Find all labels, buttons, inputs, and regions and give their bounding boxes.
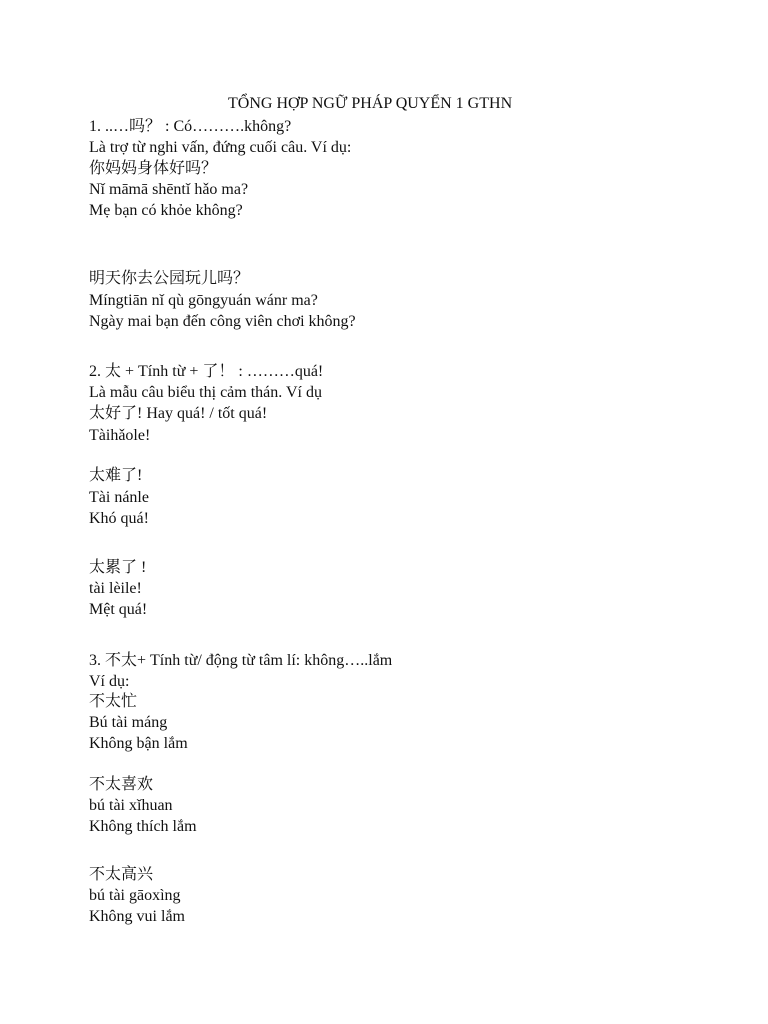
section-2-heading: 2. 太 + Tính từ + 了！ : ………quá! xyxy=(89,363,324,380)
section-2-example-3-meaning: Mệt quá! xyxy=(89,601,148,618)
section-3-example-2-pinyin: bú tài xǐhuan xyxy=(89,797,173,814)
section-3-example-1-meaning: Không bận lắm xyxy=(89,735,188,752)
section-3-example-1-hanzi: 不太忙 xyxy=(89,693,138,710)
section-3-example-3-pinyin: bú tài gāoxìng xyxy=(89,887,181,904)
section-1-example-2-pinyin: Míngtiān nǐ qù gōngyuán wánr ma? xyxy=(89,292,318,309)
section-3-example-2-hanzi: 不太喜欢 xyxy=(89,776,154,793)
section-2-example-2-hanzi: 太难了! xyxy=(89,467,143,484)
section-2-example-3-pinyin: tài lèile! xyxy=(89,580,142,597)
section-1-example-1-meaning: Mẹ bạn có khỏe không? xyxy=(89,202,243,219)
section-2-description: Là mẫu câu biểu thị cảm thán. Ví dụ xyxy=(89,384,322,401)
section-3-example-3-meaning: Không vui lắm xyxy=(89,908,185,925)
section-3-example-3-hanzi: 不太高兴 xyxy=(89,866,154,883)
section-3-example-2-meaning: Không thích lắm xyxy=(89,818,197,835)
section-1-heading: 1. ..…吗？ : Có……….không? xyxy=(89,118,292,135)
section-2-example-1-hanzi: 太好了! Hay quá! / tốt quá! xyxy=(89,405,268,422)
section-3-heading: 3. 不太+ Tính từ/ động từ tâm lí: không…..lắm xyxy=(89,652,393,669)
section-1-example-2-meaning: Ngày mai bạn đến công viên chơi không? xyxy=(89,313,356,330)
section-2-example-3-hanzi: 太累了 ! xyxy=(89,559,147,576)
section-3-example-1-pinyin: Bú tài máng xyxy=(89,714,168,731)
section-1-example-1-hanzi: 你妈妈身体好吗？ xyxy=(89,160,218,177)
section-2-example-1-pinyin: Tàihǎole! xyxy=(89,427,151,444)
document-title: TỔNG HỢP NGỮ PHÁP QUYỂN 1 GTHN xyxy=(228,95,513,112)
section-1-example-2-hanzi: 明天你去公园玩儿吗？ xyxy=(89,270,250,287)
section-3-description: Ví dụ: xyxy=(89,673,130,690)
section-1-description: Là trợ từ nghi vấn, đứng cuối câu. Ví dụ: xyxy=(89,139,352,156)
section-1-example-1-pinyin: Nǐ māmā shēntǐ hǎo ma? xyxy=(89,181,249,198)
section-2-example-2-pinyin: Tài nánle xyxy=(89,489,149,506)
section-2-example-2-meaning: Khó quá! xyxy=(89,510,149,527)
